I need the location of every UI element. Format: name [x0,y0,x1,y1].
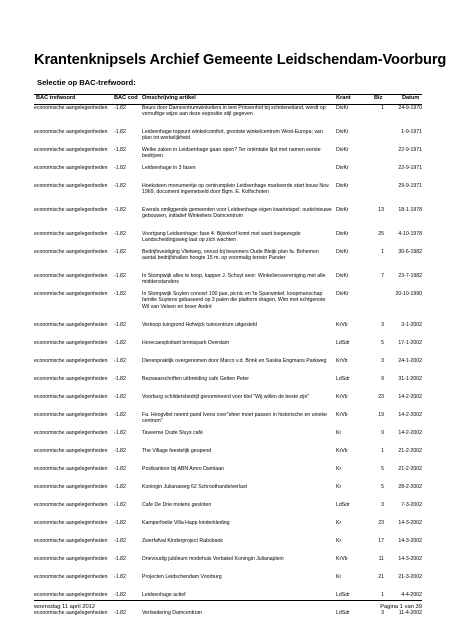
cell-krant: LdSdr [336,501,350,508]
header-cod: BAC cod [114,95,138,101]
cell-krant: LdSdr [336,375,350,382]
cell-omschrijving: Voorburg schildersbedrijf genomineerd voor titel "Wij willen de beste zijn" [142,393,310,400]
cell-trefwoord: economische aangelegenheden [34,609,108,616]
table-row [34,129,422,147]
article-table-body [34,105,422,628]
cell-krant: Kr [336,537,342,544]
cell-blz: 5 [381,339,384,346]
cell-krant: LdSdr [336,339,350,346]
cell-datum: 24-9-1970 [398,105,422,111]
cell-krant: DivKr [336,183,349,190]
cell-datum: 29-9-1971 [398,183,422,190]
cell-cod: -1.82 [114,273,126,280]
cell-krant: Kr [336,483,342,490]
cell-cod: -1.82 [114,357,126,364]
selection-subtitle: Selectie op BAC-trefwoord: [37,78,136,87]
cell-omschrijving: Leidsenhage toppunt winkelcomfort, grootste winkelcentrum West-Europa; van plan tot werkelijkheid [142,129,323,142]
header-krant: Krant [336,95,351,101]
cell-blz: 5 [381,465,384,472]
cell-omschrijving: Horecaexploitant tennispark Overdam [142,339,230,346]
table-row [34,340,422,358]
table-row [34,183,422,207]
cell-cod: -1.82 [114,291,126,298]
table-row [34,231,422,249]
cell-blz: 13 [378,207,384,214]
table-row [34,430,422,448]
cell-krant: DivKr [336,231,349,238]
cell-krant: DivKr [336,273,349,280]
cell-krant: KrVb [336,555,348,562]
cell-omschrijving: Dierenpraktijk overgenomen door Marco v.d. Brink en Saskia Engmans Parkweg [142,357,327,364]
cell-omschrijving: Verkoop tuingrond Hofwijck tuincentrum uitgesteld [142,321,258,328]
cell-datum: 14-3-2002 [398,519,422,526]
cell-krant: KrVb [336,393,348,400]
cell-krant: KrVb [336,357,348,364]
cell-trefwoord: economische aangelegenheden [34,537,108,544]
cell-cod: -1.82 [114,249,126,256]
cell-omschrijving: Zwerfafval Kinderproject Rabobank [142,537,224,544]
cell-datum: 21-3-2002 [398,573,422,580]
cell-datum: 23-7-1982 [398,273,422,280]
cell-trefwoord: economische aangelegenheden [34,249,108,256]
cell-omschrijving: Fa. Hoogvliet neemt pand Ivens over"sfeer moet passen in historische en unieke centrum" [142,411,327,424]
cell-cod: -1.82 [114,537,126,544]
cell-blz: 9 [381,375,384,382]
footer-page-number: Pagina 1 van 39 [380,604,422,610]
cell-datum: 21-2-2002 [398,447,422,454]
cell-trefwoord: economische aangelegenheden [34,447,108,454]
cell-trefwoord: economische aangelegenheden [34,291,108,298]
cell-blz: 21 [378,573,384,580]
cell-cod: -1.82 [114,105,126,111]
cell-trefwoord: economische aangelegenheden [34,429,108,436]
cell-trefwoord: economische aangelegenheden [34,573,108,580]
cell-datum: 24-1-2002 [398,357,422,364]
cell-datum: 22-9-1971 [398,165,422,172]
cell-datum: 1-9-1971 [401,129,422,136]
cell-krant: LdSdr [336,591,350,598]
cell-omschrijving: Kamperfoelie Villa Happ kinderkleding [142,519,230,526]
cell-cod: -1.82 [114,609,126,616]
cell-blz: 1 [381,447,384,454]
cell-blz: 1 [381,249,384,256]
cell-krant: LdSdr [336,609,350,616]
cell-trefwoord: economische aangelegenheden [34,129,108,136]
cell-datum: 14-3-2002 [398,555,422,562]
cell-trefwoord: economische aangelegenheden [34,501,108,508]
cell-trefwoord: economische aangelegenheden [34,555,108,562]
table-row [34,448,422,466]
cell-datum: 4-10-1978 [398,231,422,238]
cell-krant: Kr [336,573,342,580]
header-trefwoord: BAC trefwoord [36,95,76,101]
cell-trefwoord: economische aangelegenheden [34,375,108,382]
cell-cod: -1.82 [114,573,126,580]
cell-datum: 7-3-2002 [401,501,422,508]
table-row [34,574,422,592]
cell-blz: 25 [378,231,384,238]
table-row [34,502,422,520]
cell-trefwoord: economische aangelegenheden [34,465,108,472]
table-row [34,376,422,394]
table-row [34,466,422,484]
cell-omschrijving: Bezwaarschriften uitbreiding cafe Geiten Peter [142,375,249,382]
table-row [34,484,422,502]
cell-omschrijving: The Village feestelijk geopend [142,447,212,454]
cell-omschrijving: Taveerne Oude Sluys café [142,429,203,436]
cell-krant: DivKr [336,147,349,154]
cell-cod: -1.82 [114,411,126,418]
cell-datum: 11-4-2002 [398,609,422,616]
cell-cod: -1.82 [114,207,126,214]
cell-datum: 14-2-2002 [398,393,422,400]
table-row [34,207,422,231]
cell-blz: 3 [381,321,384,328]
cell-trefwoord: economische aangelegenheden [34,483,108,490]
cell-omschrijving: Bedrijfsvestiging Vlietweg, onrust bij bewoners Oude Bleijk plan fa. Bohemen aantal bedrijfshallen hoogte 15 m. op voormalig terrein Pander [142,249,319,262]
cell-cod: -1.82 [114,501,126,508]
cell-blz: 9 [381,429,384,436]
cell-cod: -1.82 [114,147,126,154]
table-row [34,520,422,538]
cell-omschrijving: Projecten Leidschendam Voorburg [142,573,222,580]
cell-omschrijving: In Stompwijk alles te koop, kapper J. Schuyt seor: Winkeliersvereniging met alle middenstanders [142,273,326,286]
cell-omschrijving: Cafe De Drie molens gesloten [142,501,212,508]
cell-krant: KrVb [336,411,348,418]
cell-krant: KrVb [336,321,348,328]
cell-trefwoord: economische aangelegenheden [34,147,108,154]
cell-cod: -1.82 [114,339,126,346]
cell-omschrijving: Hoeksteen monumentje op centrumplein Leidsenhage markeerde start bouw Nov. 1969, document ingemetseld door Bgm. E. Kolfschoten [142,183,330,196]
cell-cod: -1.82 [114,375,126,382]
cell-trefwoord: economische aangelegenheden [34,231,108,238]
document-title: Krantenknipsels Archief Gemeente Leidschendam-Voorburg [34,52,447,68]
cell-blz: 3 [381,357,384,364]
cell-cod: -1.82 [114,519,126,526]
cell-datum: 30-6-1982 [398,249,422,256]
cell-omschrijving: Drievoudig jubileum modehuis Verbakel Koningin Julianaplein [142,555,284,562]
cell-trefwoord: economische aangelegenheden [34,165,108,172]
header-datum: Datum [402,95,420,101]
cell-trefwoord: economische aangelegenheden [34,273,108,280]
cell-krant: Kr [336,429,342,436]
table-header [34,94,422,104]
cell-trefwoord: economische aangelegenheden [34,339,108,346]
cell-trefwoord: economische aangelegenheden [34,183,108,190]
cell-krant: DivKr [336,249,349,256]
cell-datum: 21-2-2002 [398,465,422,472]
cell-blz: 1 [381,591,384,598]
cell-omschrijving: Leidsenhage in 3 fasen [142,165,196,172]
cell-krant: Kr [336,519,342,526]
cell-trefwoord: economische aangelegenheden [34,357,108,364]
cell-trefwoord: economische aangelegenheden [34,207,108,214]
table-row [34,322,422,340]
cell-cod: -1.82 [114,447,126,454]
cell-omschrijving: Leidsenhage actief [142,591,186,598]
cell-krant: DivKr [336,291,349,298]
cell-omschrijving: Postkantoor bij ABN Amro Damlaan [142,465,224,472]
table-row [34,291,422,321]
cell-blz: 3 [381,501,384,508]
header-blz: Blz [374,95,383,101]
table-row [34,556,422,574]
cell-krant: Kr [336,465,342,472]
cell-omschrijving: Everals omliggende gemeenten voor Leidsenhage eigen kwartetspel: oude/nieuwe gebouwen, initiatief Winkeliers Damcentrum [142,207,332,220]
cell-blz: 19 [378,411,384,418]
header-omschrijving: Omschrijving artikel [142,95,196,101]
table-row [34,412,422,430]
cell-cod: -1.82 [114,483,126,490]
cell-blz: 1 [381,105,384,111]
table-row [34,273,422,291]
cell-cod: -1.82 [114,231,126,238]
cell-krant: DivKr [336,165,349,172]
table-row [34,394,422,412]
cell-krant: DivKr [336,105,349,111]
cell-omschrijving: Beurs door Damcentrumwinkeliers in tent Prinsenhof bij scholeneiland, wordt op vernuftige wijze aan deze expositie stijl gegeven [142,105,326,118]
cell-blz: 11 [378,555,384,562]
table-row [34,105,422,129]
cell-blz: 3 [381,609,384,616]
cell-trefwoord: economische aangelegenheden [34,393,108,400]
table-row [34,147,422,165]
header-top-rule [34,94,422,95]
cell-blz: 23 [378,519,384,526]
cell-omschrijving: Verlsedering Damcentrum [142,609,202,616]
table-row [34,249,422,273]
cell-blz: 23 [378,393,384,400]
cell-datum: 14-3-2002 [398,537,422,544]
cell-blz: 17 [378,537,384,544]
cell-cod: -1.82 [114,129,126,136]
table-row [34,610,422,628]
cell-cod: -1.82 [114,465,126,472]
cell-cod: -1.82 [114,429,126,436]
table-row [34,358,422,376]
cell-omschrijving: Koningin Julianaweg 62 Schroothandelverlast [142,483,247,490]
table-row [34,538,422,556]
cell-datum: 3-1-2002 [401,321,422,328]
cell-omschrijving: Voortgang Leidsenhage: fase 4: Bijenkorf komt met want toegezegde Landscheidingsweg laat op zich wachten [142,231,301,244]
cell-blz: 7 [381,273,384,280]
cell-cod: -1.82 [114,165,126,172]
cell-datum: 14-2-2002 [398,429,422,436]
cell-datum: 18-1-1978 [398,207,422,214]
cell-datum: 20-10-1990 [395,291,422,298]
cell-krant: DivKr [336,207,349,214]
cell-cod: -1.82 [114,321,126,328]
cell-datum: 4-4-2002 [401,591,422,598]
cell-blz: 5 [381,483,384,490]
cell-cod: -1.82 [114,591,126,598]
cell-datum: 14-2-2002 [398,411,422,418]
cell-trefwoord: economische aangelegenheden [34,411,108,418]
cell-cod: -1.82 [114,183,126,190]
cell-omschrijving: Welke zaken in Leidsenhage gaan open? Ter oriëntatie lijst met namen eerste bedrijven [142,147,321,160]
cell-cod: -1.82 [114,393,126,400]
cell-krant: DivKr [336,129,349,136]
cell-krant: KrVb [336,447,348,454]
cell-datum: 31-1-2002 [398,375,422,382]
cell-trefwoord: economische aangelegenheden [34,519,108,526]
cell-datum: 28-2-2002 [398,483,422,490]
footer-rule [34,600,422,601]
footer-date: woensdag 11 april 2012 [34,604,96,610]
cell-trefwoord: economische aangelegenheden [34,321,108,328]
cell-omschrijving: In Stompwijk Suyten concert 100 jaar, picnic en 'te Sparwinkel; koopmanschap familie Suytens gebaseerd op 3 palen die platform dragen, Wim met echtgenote Wil van Velsen en broer André [142,291,326,310]
cell-trefwoord: economische aangelegenheden [34,591,108,598]
cell-datum: 17-1-2002 [398,339,422,346]
cell-cod: -1.82 [114,555,126,562]
cell-datum: 22-9-1971 [398,147,422,154]
cell-trefwoord: economische aangelegenheden [34,105,108,111]
table-row [34,165,422,183]
